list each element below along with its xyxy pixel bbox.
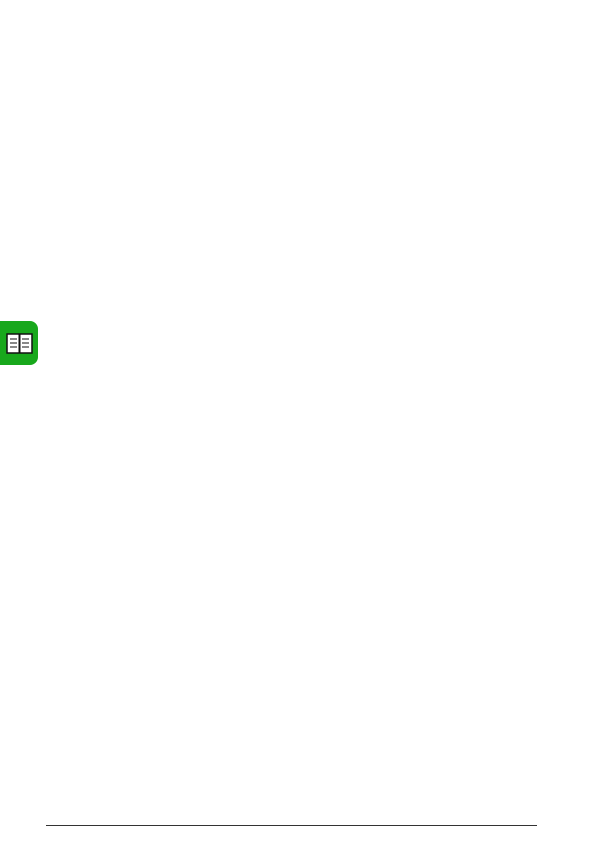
page-header	[46, 27, 72, 43]
manual-tab	[0, 321, 38, 365]
footer-divider	[46, 825, 537, 826]
table-of-contents	[46, 71, 537, 91]
book-icon	[6, 333, 33, 354]
